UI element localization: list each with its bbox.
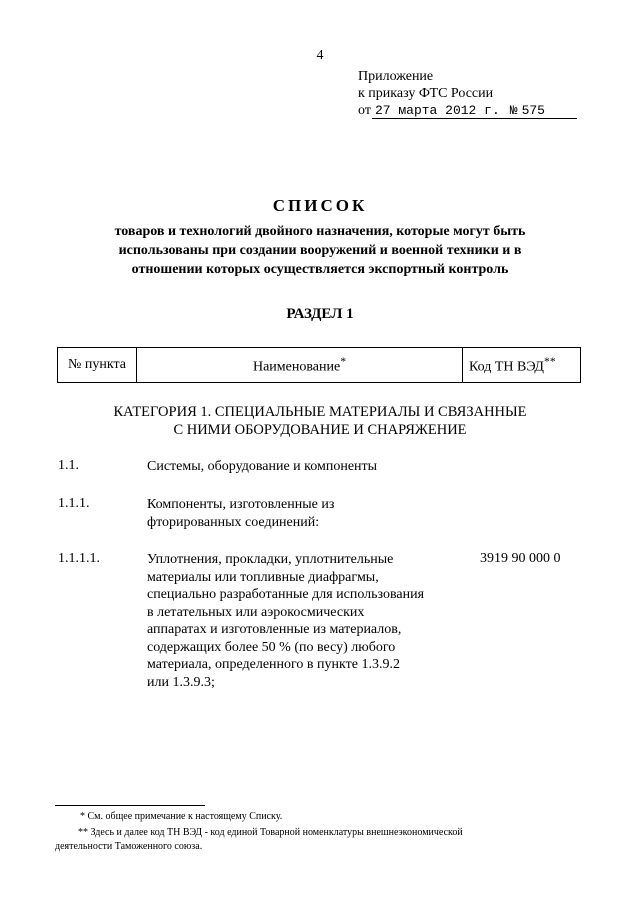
document-subtitle [40,222,600,279]
header-name-footnote-mark: * [340,354,347,368]
item-line: фторированных соединений: [147,514,320,530]
appendix-line-2: к приказу ФТС России [358,86,494,101]
header-name [137,348,463,383]
category-heading [40,403,600,439]
order-date: 27 марта 2012 г. [374,103,500,118]
document-title: СПИСОК [272,196,368,215]
number-sign: № [509,103,518,118]
item-line: или 1.3.9.3; [147,674,215,690]
subtitle-line-1: товаров и технологий двойного назначения, которые могут быть [114,224,526,239]
date-underline [372,118,577,119]
item-line: Системы, оборудование и компоненты [147,459,378,474]
appendix-block [358,68,545,119]
header-code-footnote-mark: ** [543,354,556,368]
footnote-rule [55,805,205,806]
subtitle-line-3: отношении которых осуществляется экспортный контроль [131,262,509,277]
category-line-2: С НИМИ ОБОРУДОВАНИЕ И СНАРЯЖЕНИЕ [173,422,467,438]
category-line-1: КАТЕГОРИЯ 1. СПЕЦИАЛЬНЫЕ МАТЕРИАЛЫ И СВЯЗАННЫЕ [113,404,527,420]
item-code: 3919 90 000 0 [480,551,561,566]
footnote-1: * См. общее примечание к настоящему Списку. [80,811,283,822]
header-code [463,348,581,383]
appendix-line-1: Приложение [358,69,434,84]
header-name-text: Наименование [252,359,341,375]
item-line: Компоненты, изготовленные из [147,497,335,512]
item-line: специально разработанные для использования [147,587,425,602]
footnote-2-line-2: деятельности Таможенного союза. [55,841,203,852]
header-code-text: Код ТН ВЭД [469,359,544,375]
item-text [147,458,477,476]
order-number: 575 [521,103,545,118]
item-line: содержащих более 50 % (по весу) любого [147,639,396,655]
page-number: 4 [316,48,324,63]
date-prefix: от [358,103,371,118]
item-number: 1.1.1.1. [58,551,100,566]
section-title: РАЗДЕЛ 1 [286,306,354,322]
item-line: аппаратах и изготовленные из материалов, [147,622,402,637]
item-number: 1.1. [58,458,79,473]
item-line: материала, определенного в пункте 1.3.9.2 [147,657,400,672]
subtitle-line-2: использованы при создании вооружений и военной техники и в [118,243,522,258]
item-number: 1.1.1. [58,496,90,511]
header-table [57,347,581,383]
header-row [58,348,581,383]
item-text [147,551,477,691]
footnote-2-line-1: ** Здесь и далее код ТН ВЭД - код единой Товарной номенклатуры внешнеэкономической [78,827,463,838]
header-item-number: № пункта [58,348,137,383]
item-line: в летательных или аэрокосмических [147,604,365,620]
appendix-date-line [358,102,545,119]
item-line: материалы или топливные диафрагмы, [147,569,379,585]
item-text [147,496,477,531]
item-line: Уплотнения, прокладки, уплотнительные [147,552,394,567]
